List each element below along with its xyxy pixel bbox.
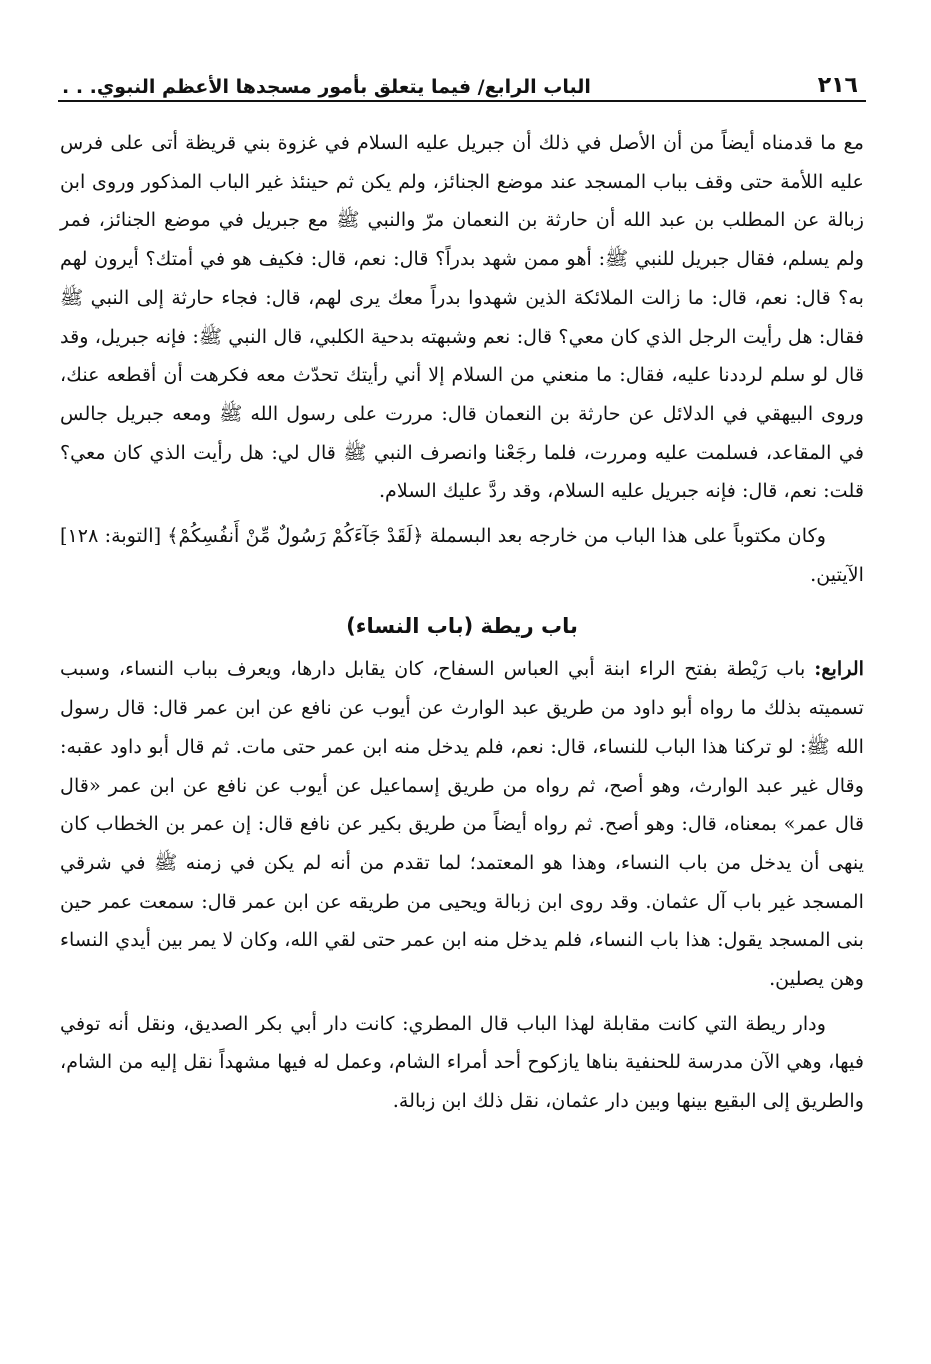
section-heading: باب ريطة (باب النساء): [346, 614, 578, 639]
section-lead-word: الرابع:: [814, 657, 864, 681]
paragraph-dar-raita: ودار ريطة التي كانت مقابلة لهذا الباب قال المطري: كانت دار أبي بكر الصديق، ونقل أنه توفي فيها، وهي الآن مدرسة للحنفية بناها يازكوح أحد أمراء الشام، وعمل له فيها مشهداً نقل إليه من الشام، والطريق إلى البقيع بينها وبين دار عثمان، نقل ذلك ابن زبالة.: [60, 1011, 864, 1113]
page-number: ٢١٦: [817, 73, 858, 98]
paragraph-bab-raita: [60, 650, 864, 998]
paragraph-bab-raita-text: باب رَيْطة بفتح الراء ابنة أبي العباس السفاح، كان يقابل دارها، ويعرف بباب النساء، وسبب تسميته بذلك ما رواه أبو داود من طريق عبد الوارث عن أيوب عن نافع عن ابن عمر قال: قال رسول الله ﷺ: لو تركنا هذا الباب للنساء، قال: نعم، فلم يدخل منه ابن عمر حتى مات. ثم قال أبو داود عقبه: وقال غير عبد الوارث، وهو أصح، ثم رواه من طريق إسماعيل عن أيوب عن نافع عن ابن عمر «قال قال عمر» بمعناه، قال: وهو أصح. ثم رواه أيضاً من طريق بكير عن نافع قال: إن عمر بن الخطاب كان ينهى أن يدخل من باب النساء، وهذا هو المعتمد؛ لما تقدم من أنه لم يكن في زمنه ﷺ في شرقي المسجد غير باب آل عثمان. وقد روى ابن زبالة ويحيى من طريقه عن ابن عمر قال: سمعت عمر حين بنى المسجد يقول: هذا باب النساء، فلم يدخل منه ابن عمر حتى لقي الله، وكان لا يمر بين أيدي النساء وهن يصلين.: [60, 657, 864, 991]
page-body: [58, 124, 866, 1121]
paragraph-door-inscription: وكان مكتوباً على هذا الباب من خارجه بعد البسملة ﴿لَقَدْ جَآءَكُمْ رَسُولٌ مِّنْ أَنفُسِكُمْ﴾ [التوبة: ١٢٨] الآيتين.: [60, 524, 864, 586]
running-title: الباب الرابع/ فيما يتعلق بأمور مسجدها الأعظم النبوي. . .: [62, 76, 591, 98]
paragraph-jibril-story: مع ما قدمناه أيضاً من أن الأصل في ذلك أن جبريل عليه السلام في غزوة بني قريظة أتى على فرس عليه اللأمة حتى وقف بباب المسجد عند موضع الجنائز، ولم يكن ثم حينئذ غير الباب المذكور وروى ابن زبالة عن المطلب بن عبد الله أن حارثة بن النعمان مرّ والنبي ﷺ مع جبريل في موضع الجنائز، فمر ولم يسلم، فقال جبريل للنبي ﷺ: أهو ممن شهد بدراً؟ قال: نعم، قال: فكيف هو في أمتك؟ أيرون لهم به؟ قال: نعم، قال: ما زالت الملائكة الذين شهدوا بدراً معك يرى لهم، قال: فجاء حارثة إلى النبي ﷺ فقال: هل رأيت الرجل الذي كان معي؟ قال: نعم وشبهته بدحية الكلبي، قال النبي ﷺ: فإنه جبريل، وقد قال لو سلم لرددنا عليه، فقال: ما منعني من السلام إلا أني رأيتك تحدّث معه فكرهت أن أقطعه عنك، وروى البيهقي في الدلائل عن حارثة بن النعمان قال: مررت على رسول الله ﷺ ومعه جبريل جالس في المقاعد، فسلمت عليه ومررت، فلما رجَعْنا وانصرف النبي ﷺ قال لي: هل رأيت الذي كان معي؟ قلت: نعم، قال: فإنه جبريل عليه السلام، وقد ردَّ عليك السلام.: [60, 131, 864, 503]
page-header: [58, 58, 866, 102]
book-page: [58, 58, 866, 1121]
